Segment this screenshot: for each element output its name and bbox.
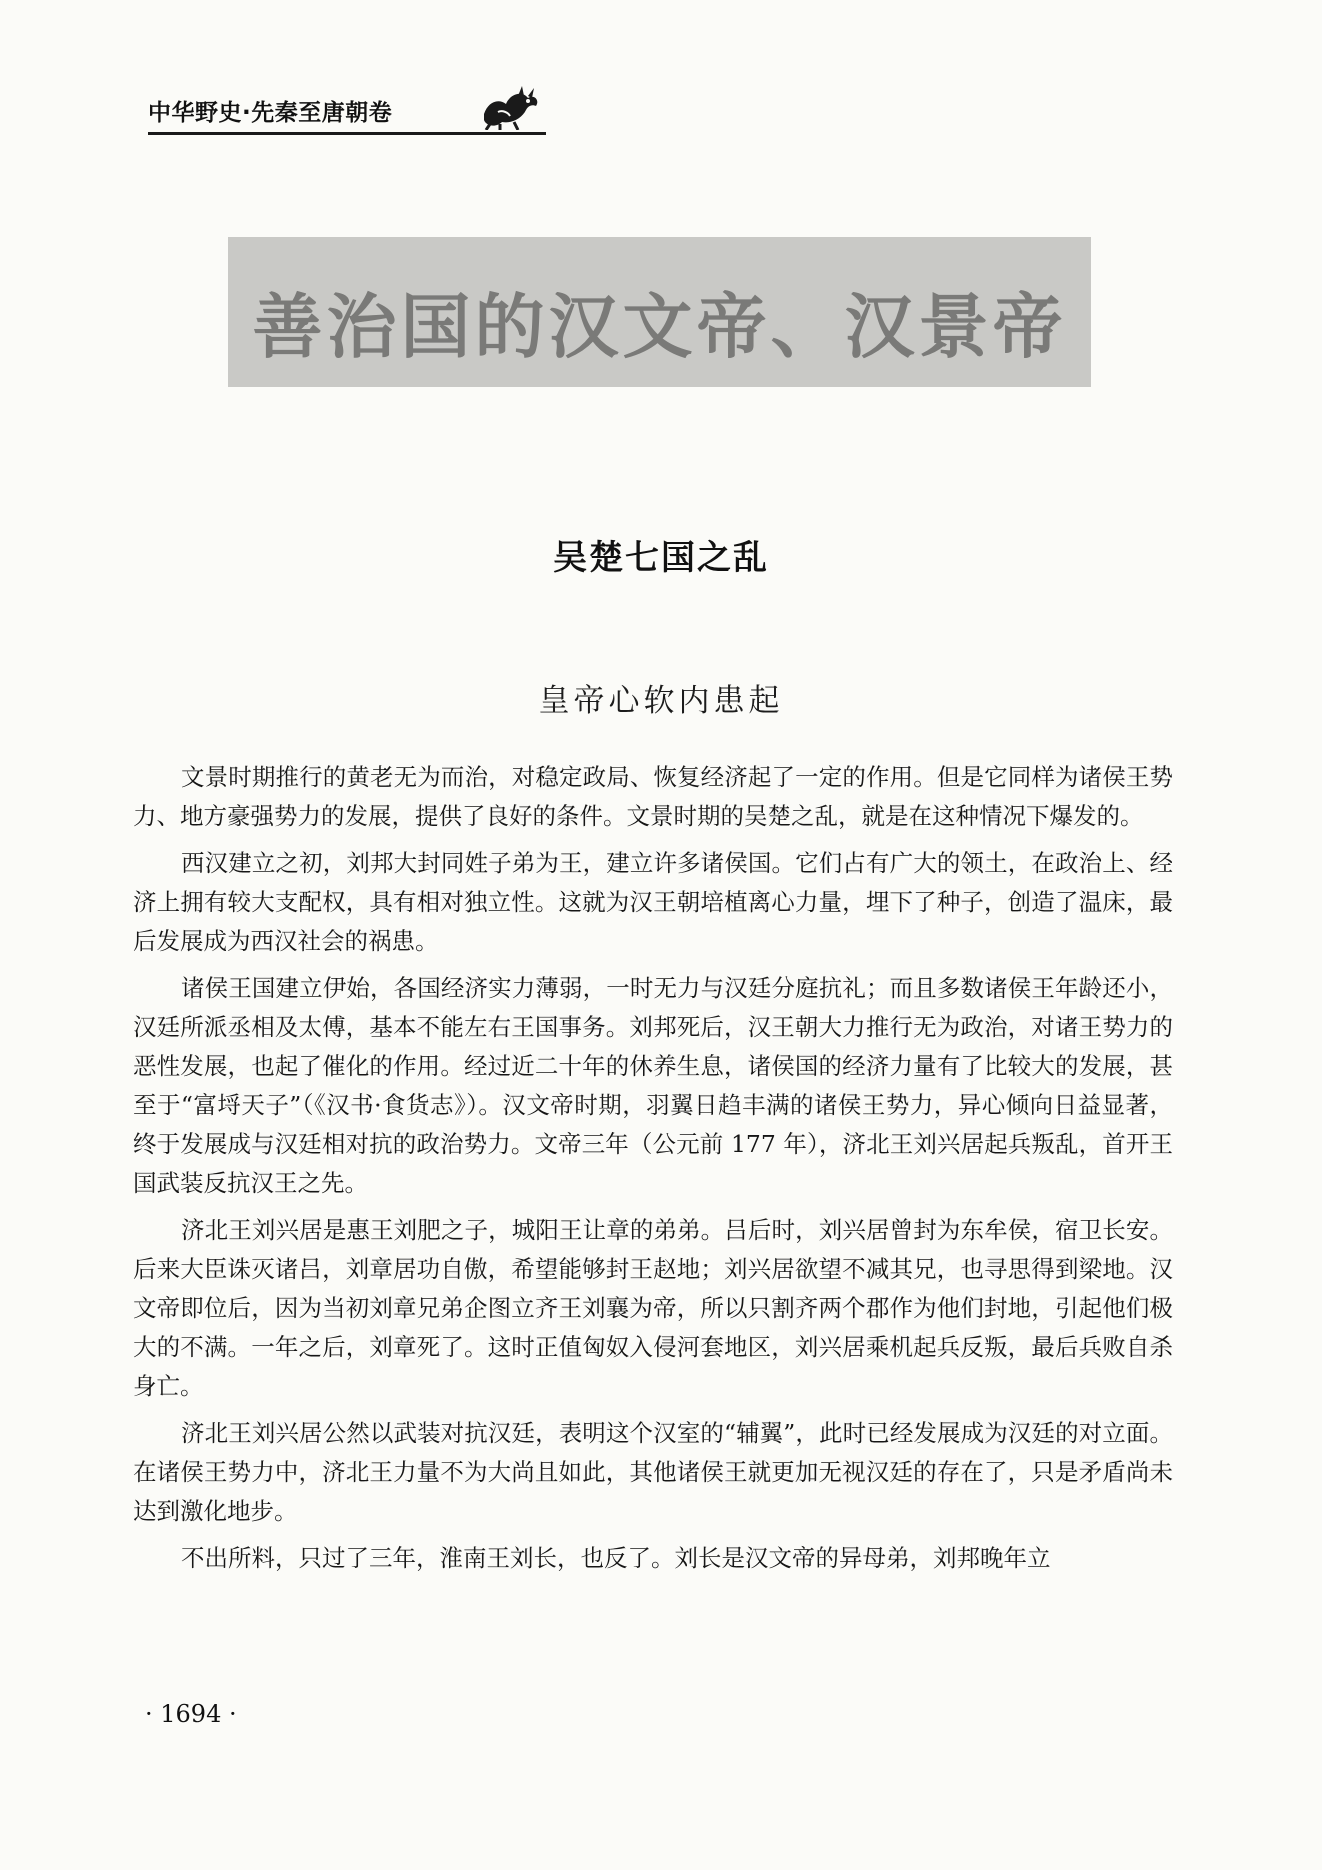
chapter-banner <box>228 237 1091 387</box>
paragraph: 不出所料，只过了三年，淮南王刘长，也反了。刘长是汉文帝的异母弟，刘邦晚年立 <box>181 1544 1051 1572</box>
chapter-title: 善治国的汉文帝、汉景帝 <box>252 285 1067 368</box>
running-header <box>148 82 548 142</box>
book-title: 中华野史·先秦至唐朝卷 <box>148 100 393 126</box>
paragraph: 诸侯王国建立伊始，各国经济实力薄弱，一时无力与汉廷分庭抗礼；而且多数诸侯王年龄还小，汉廷所派丞相及太傅，基本不能左右王国事务。刘邦死后，汉王朝大力推行无为政治，对诸王势力的恶性发展，也起了催化的作用。经过近二十年的休养生息，诸侯国的经济力量有了比较大的发展，甚至于“富埒天子”（《汉书·食货志》）。汉文帝时期，羽翼日趋丰满的诸侯王势力，异心倾向日益显著，终于发展成与汉廷相对抗的政治势力。文帝三年（公元前 177 年），济北王刘兴居起兵叛乱，首开王国武装反抗汉王之先。 <box>133 974 1173 1197</box>
dragon-icon <box>478 84 542 130</box>
paragraph: 济北王刘兴居公然以武装对抗汉廷，表明这个汉室的“辅翼”，此时已经发展成为汉廷的对立面。在诸侯王势力中，济北王力量不为大尚且如此，其他诸侯王就更加无视汉廷的存在了，只是矛盾尚未达到激化地步。 <box>133 1419 1173 1525</box>
subsection-title: 皇帝心软内患起 <box>538 683 784 719</box>
paragraph: 文景时期推行的黄老无为而治，对稳定政局、恢复经济起了一定的作用。但是它同样为诸侯王势力、地方豪强势力的发展，提供了良好的条件。文景时期的吴楚之乱，就是在这种情况下爆发的。 <box>133 763 1173 830</box>
body-text <box>133 758 1173 1586</box>
paragraph: 济北王刘兴居是惠王刘肥之子，城阳王让章的弟弟。吕后时，刘兴居曾封为东牟侯，宿卫长安。后来大臣诛灭诸吕，刘章居功自傲，希望能够封王赵地；刘兴居欲望不减其兄，也寻思得到梁地。汉文帝即位后，因为当初刘章兄弟企图立齐王刘襄为帝，所以只割齐两个郡作为他们封地，引起他们极大的不满。一年之后，刘章死了。这时正值匈奴入侵河套地区，刘兴居乘机起兵反叛，最后兵败自杀身亡。 <box>133 1216 1173 1400</box>
page-number: · 1694 · <box>145 1700 237 1728</box>
header-rule <box>148 132 546 135</box>
paragraph: 西汉建立之初，刘邦大封同姓子弟为王，建立许多诸侯国。它们占有广大的领土，在政治上、经济上拥有较大支配权，具有相对独立性。这就为汉王朝培植离心力量，埋下了种子，创造了温床，最后发展成为西汉社会的祸患。 <box>133 849 1173 955</box>
section-title: 吴楚七国之乱 <box>553 538 769 578</box>
